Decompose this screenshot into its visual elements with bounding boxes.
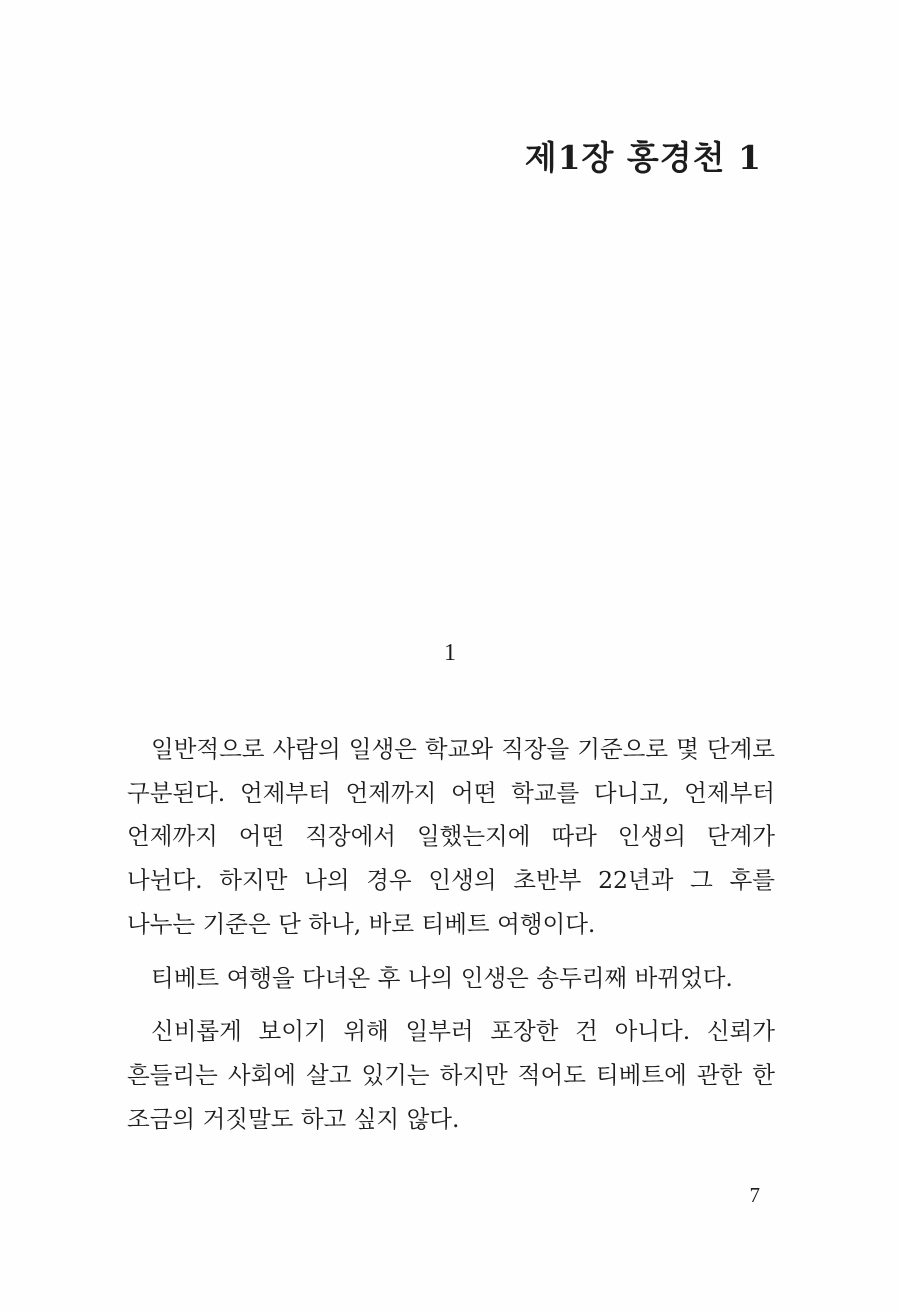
section-number: 1 <box>444 640 456 666</box>
paragraph: 티베트 여행을 다녀온 후 나의 인생은 송두리째 바뀌었다. <box>151 963 733 992</box>
paragraph: 신비롭게 보이기 위해 일부러 포장한 건 아니다. 신뢰가 흔들리는 사회에 살고 있기는 하지만 적어도 티베트에 관한 한 조금의 거짓말도 하고 싶지 않다. <box>127 1017 775 1133</box>
paragraph: 일반적으로 사람의 일생은 학교와 직장을 기준으로 몇 단계로 구분된다. 언제부터 언제까지 어떤 학교를 다니고, 언제부터 언제까지 어떤 직장에서 일했는지에 따라 인생의 단계가 나뉜다. 하지만 나의 경우 인생의 초반부 22년과 그 후를 나누는 기준은 단 하나, 바로 티베트 여행이다. <box>127 735 775 938</box>
chapter-title: 제1장 홍경천 1 <box>524 138 762 177</box>
page-number: 7 <box>749 1183 760 1207</box>
body-text <box>127 728 775 1151</box>
